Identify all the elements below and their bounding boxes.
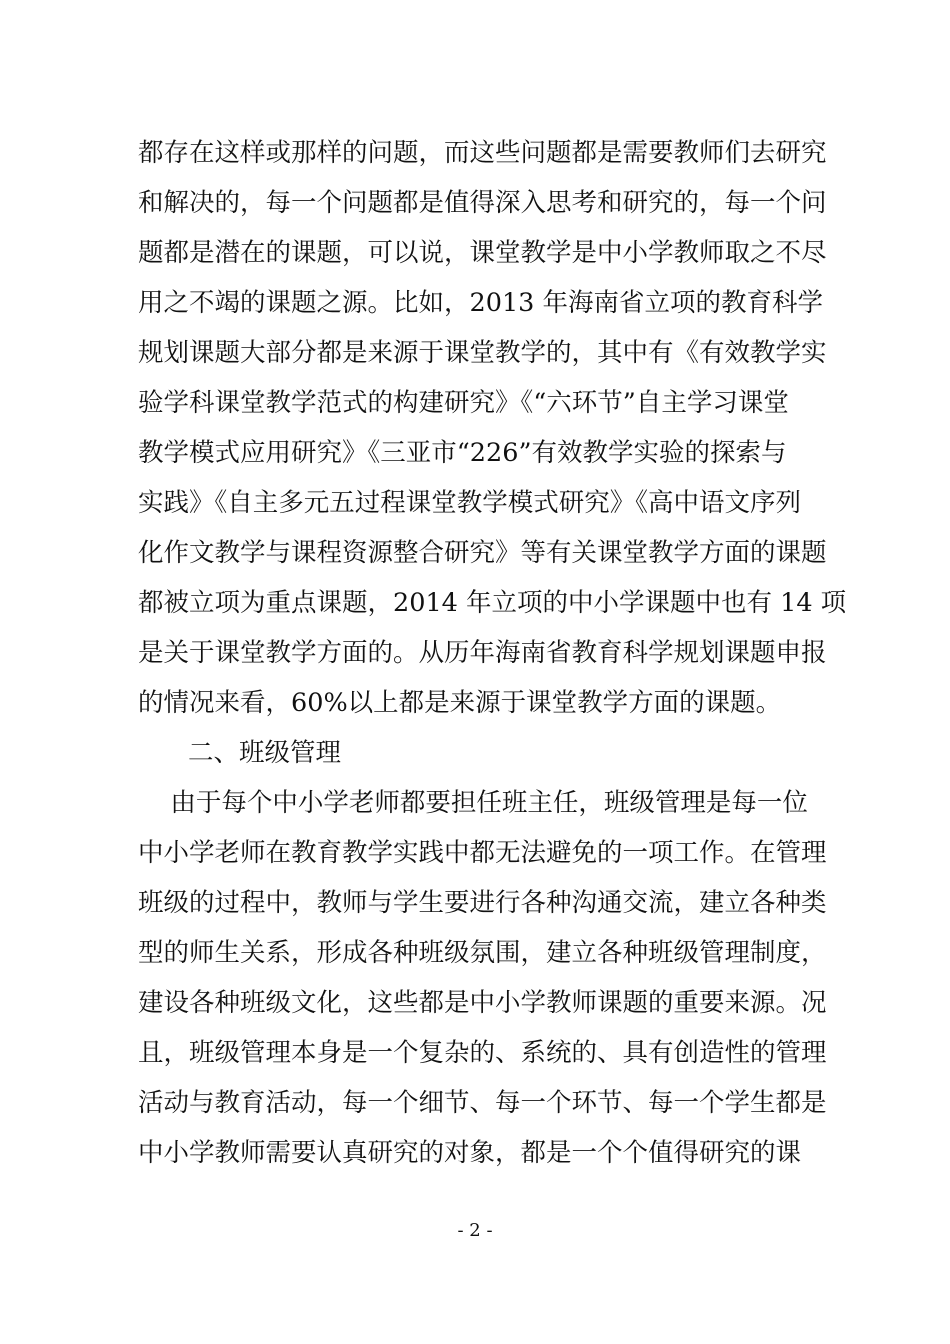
body-text [138, 128, 847, 1178]
paragraph-line: 中小学教师需要认真研究的对象，都是一个个值得研究的课 [138, 1138, 802, 1168]
paragraph-line: 教学模式应用研究》《三亚市“226”有效教学实验的探索与 [138, 438, 787, 468]
paragraph-line: 用之不竭的课题之源。比如，2013 年海南省立项的教育科学 [138, 288, 824, 318]
paragraph-line: 都被立项为重点课题，2014 年立项的中小学课题中也有 14 项 [138, 588, 847, 618]
paragraph-line: 且，班级管理本身是一个复杂的、系统的、具有创造性的管理 [138, 1038, 827, 1068]
paragraph-line: 是关于课堂教学方面的。从历年海南省教育科学规划课题申报 [138, 638, 827, 668]
paragraph-line: 都存在这样或那样的问题，而这些问题都是需要教师们去研究 [138, 138, 827, 168]
paragraph-line: 题都是潜在的课题，可以说，课堂教学是中小学教师取之不尽 [138, 238, 827, 268]
paragraph-line: 活动与教育活动，每一个细节、每一个环节、每一个学生都是 [138, 1088, 827, 1118]
paragraph-line: 验学科课堂教学范式的构建研究》《“六环节”自主学习课堂 [138, 388, 789, 418]
paragraph-line: 建设各种班级文化，这些都是中小学教师课题的重要来源。况 [138, 988, 827, 1018]
paragraph-line: 和解决的，每一个问题都是值得深入思考和研究的，每一个问 [138, 188, 827, 218]
page-number: - 2 - [457, 1220, 493, 1241]
paragraph-line: 班级的过程中，教师与学生要进行各种沟通交流，建立各种类 [138, 888, 827, 918]
paragraph-line: 型的师生关系，形成各种班级氛围，建立各种班级管理制度， [138, 938, 827, 968]
section-heading: 二、班级管理 [188, 738, 342, 768]
paragraph-line: 由于每个中小学老师都要担任班主任，班级管理是每一位 [138, 788, 808, 818]
paragraph-line: 化作文教学与课程资源整合研究》等有关课堂教学方面的课题 [138, 538, 827, 568]
paragraph-line: 实践》《自主多元五过程课堂教学模式研究》《高中语文序列 [138, 488, 802, 518]
paragraph-line: 的情况来看，60%以上都是来源于课堂教学方面的课题。 [138, 688, 782, 718]
paragraph-line: 中小学老师在教育教学实践中都无法避免的一项工作。在管理 [138, 838, 827, 868]
paragraph-line: 规划课题大部分都是来源于课堂教学的，其中有《有效教学实 [138, 338, 827, 368]
